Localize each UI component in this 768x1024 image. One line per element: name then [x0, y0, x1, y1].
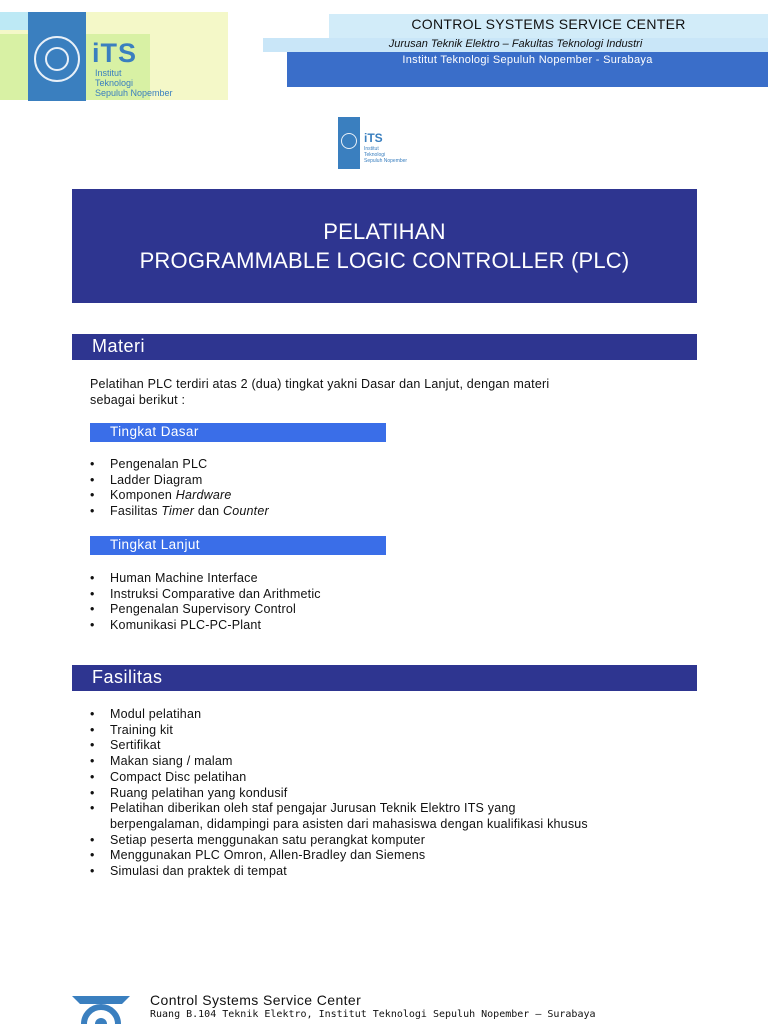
- its-mini-logo-subtitle: Institut Teknologi Sepuluh Nopember: [364, 146, 408, 164]
- list-item: • Ladder Diagram: [90, 473, 269, 489]
- list-item: • Fasilitas Timer dan Counter: [90, 504, 269, 520]
- cssc-logo-icon: [70, 990, 132, 1024]
- tingkat-lanjut-list: [90, 571, 321, 634]
- tingkat-dasar-header: Tingkat Dasar: [90, 423, 386, 442]
- title-line-2: PROGRAMMABLE LOGIC CONTROLLER (PLC): [139, 248, 630, 273]
- materi-section-header: Materi: [72, 334, 697, 360]
- tingkat-lanjut-header: Tingkat Lanjut: [90, 536, 386, 555]
- fasilitas-section-header: Fasilitas: [72, 665, 697, 691]
- title-banner: [72, 189, 697, 303]
- list-item: • Instruksi Comparative dan Arithmetic: [90, 587, 321, 603]
- list-item: • Pengenalan PLC: [90, 457, 269, 473]
- list-item: • Training kit: [90, 723, 690, 739]
- institute-line: Institut Teknologi Sepuluh Nopember - Surabaya: [402, 54, 653, 66]
- list-item: • Pengenalan Supervisory Control: [90, 602, 321, 618]
- list-item: • Komunikasi PLC-PC-Plant: [90, 618, 321, 634]
- list-item: • Ruang pelatihan yang kondusif: [90, 786, 690, 802]
- list-item: • Menggunakan PLC Omron, Allen-Bradley dan Siemens: [90, 848, 690, 864]
- list-item: • Makan siang / malam: [90, 754, 690, 770]
- list-item: • Setiap peserta menggunakan satu perangkat komputer: [90, 833, 690, 849]
- list-item: • Human Machine Interface: [90, 571, 321, 587]
- its-mini-shield-icon: [338, 117, 360, 169]
- header-logo-background-corner: [0, 12, 30, 30]
- list-item: • Simulasi dan praktek di tempat: [90, 864, 690, 880]
- its-logo-mark: iTS: [92, 38, 138, 68]
- its-mini-logo-mark: iTS: [364, 131, 383, 145]
- tingkat-dasar-list: [90, 457, 269, 520]
- list-item: • Sertifikat: [90, 738, 690, 754]
- its-shield-icon: [28, 12, 86, 101]
- fasilitas-list: [90, 707, 690, 880]
- materi-intro: Pelatihan PLC terdiri atas 2 (dua) tingkat yakni Dasar dan Lanjut, dengan materi sebagai berikut :: [90, 377, 550, 407]
- title-line-1: PELATIHAN: [323, 219, 446, 244]
- list-item: • Modul pelatihan: [90, 707, 690, 723]
- footer-title: Control Systems Service Center: [150, 992, 362, 1008]
- center-name: CONTROL SYSTEMS SERVICE CENTER: [411, 16, 686, 32]
- footer-address: Ruang B.104 Teknik Elektro, Institut Teknologi Sepuluh Nopember – Surabaya: [150, 1009, 596, 1020]
- its-logo-subtitle: Institut Teknologi Sepuluh Nopember: [95, 68, 173, 98]
- list-item: • Pelatihan diberikan oleh staf pengajar Jurusan Teknik Elektro ITS yang berpengalaman, didampingi para asisten dari mahasiswa dengan kualifikasi khusus: [90, 801, 690, 832]
- department-line: Jurusan Teknik Elektro – Fakultas Teknologi Industri: [388, 38, 643, 50]
- list-item: • Komponen Hardware: [90, 488, 269, 504]
- list-item: • Compact Disc pelatihan: [90, 770, 690, 786]
